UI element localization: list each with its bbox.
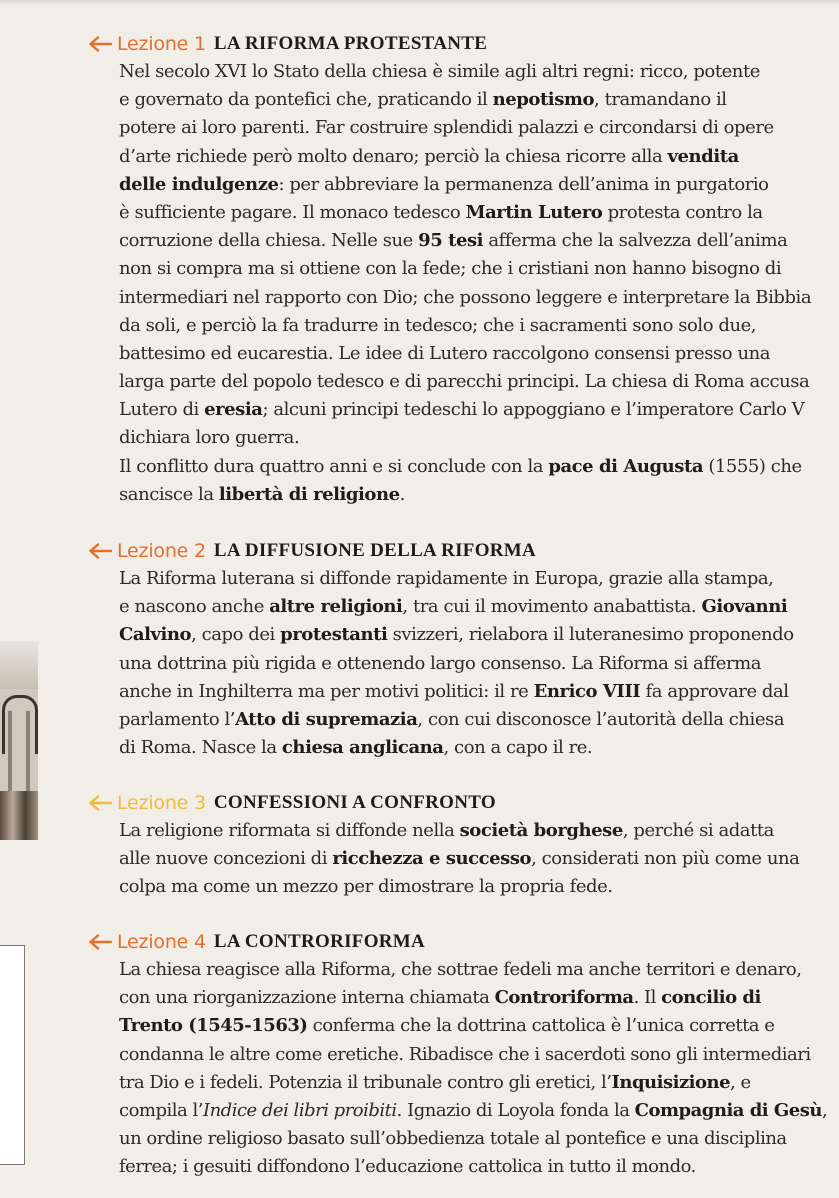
bold-term: libertà di religione bbox=[218, 483, 400, 505]
arrow-left-icon bbox=[88, 795, 113, 811]
text-line bbox=[119, 1153, 839, 1181]
text-run: , tramandano il bbox=[594, 89, 727, 111]
arrow-left-icon bbox=[88, 36, 113, 52]
lesson-title: CONFESSIONI A CONFRONTO bbox=[213, 792, 496, 813]
text-run: colpa ma come un mezzo per dimostrare la propria fede. bbox=[119, 876, 613, 898]
text-run: svizzeri, rielabora il luteranesimo proponendo bbox=[387, 624, 794, 646]
lesson-heading bbox=[88, 30, 839, 58]
text-run: con una riorganizzazione interna chiamata bbox=[119, 987, 495, 1009]
text-line bbox=[119, 453, 839, 481]
bold-term: Atto di supremazia bbox=[235, 708, 418, 730]
text-run: conferma che la dottrina cattolica è l’unica corretta e bbox=[307, 1015, 775, 1037]
lesson-heading bbox=[88, 537, 839, 565]
bold-term: Controriforma bbox=[494, 987, 634, 1009]
bold-term: 95 tesi bbox=[418, 230, 484, 252]
text-run: , con a capo il re. bbox=[443, 737, 593, 759]
text-line bbox=[119, 255, 839, 283]
text-run: alle nuove concezioni di bbox=[119, 848, 333, 870]
text-line bbox=[119, 1012, 839, 1040]
text-line bbox=[119, 481, 839, 509]
text-run: Lutero di bbox=[119, 399, 205, 421]
photo-figures bbox=[0, 791, 38, 840]
text-line bbox=[119, 1041, 839, 1069]
text-line bbox=[119, 340, 839, 368]
text-run: . Ignazio di Loyola fonda la bbox=[396, 1099, 635, 1121]
bold-term: ricchezza e successo bbox=[332, 848, 532, 870]
lesson-section-3 bbox=[88, 789, 839, 902]
text-run: corruzione della chiesa. Nelle sue bbox=[119, 230, 419, 252]
text-line bbox=[119, 396, 839, 424]
margin-box bbox=[0, 945, 25, 1165]
arrow-left-icon bbox=[88, 934, 113, 950]
text-run: (1555) che bbox=[703, 455, 802, 477]
text-run: di Roma. Nasce la bbox=[119, 737, 282, 759]
bold-term: Enrico VIII bbox=[533, 680, 641, 702]
text-line bbox=[119, 734, 839, 762]
italic-term: Indice dei libri proibiti bbox=[202, 1099, 397, 1121]
text-run: , considerati non più come una bbox=[531, 848, 800, 870]
text-run: intermediari nel rapporto con Dio; che possono leggere e interpretare la Bibbia bbox=[119, 286, 812, 308]
text-line bbox=[119, 1125, 839, 1153]
text-run: parlamento l’ bbox=[119, 708, 236, 730]
text-line bbox=[119, 1069, 839, 1097]
text-run: Nel secolo XVI lo Stato della chiesa è simile agli altri regni: ricco, potente bbox=[119, 61, 760, 82]
text-line bbox=[119, 368, 839, 396]
text-run: da soli, e perciò la fa tradurre in tedesco; che i sacramenti sono solo due, bbox=[119, 314, 757, 336]
text-run: La Riforma luterana si diffonde rapidamente in Europa, grazie alla stampa, bbox=[119, 568, 774, 589]
text-run: , con cui disconosce l’autorità della chiesa bbox=[417, 708, 785, 730]
text-line bbox=[119, 845, 839, 873]
text-line bbox=[119, 565, 839, 593]
lesson-body bbox=[119, 565, 839, 762]
text-run: un ordine religioso basato sull’obbedienza totale al pontefice e una disciplina bbox=[119, 1128, 787, 1150]
text-run: sancisce la bbox=[119, 483, 219, 505]
text-run: è sufficiente pagare. Il monaco tedesco bbox=[119, 201, 466, 223]
text-line bbox=[119, 678, 839, 706]
photo-column bbox=[26, 711, 30, 791]
text-line bbox=[119, 284, 839, 312]
text-run: dichiara loro guerra. bbox=[119, 427, 300, 449]
lesson-title: LA CONTRORIFORMA bbox=[213, 931, 426, 952]
page-top-edge bbox=[0, 0, 839, 6]
text-run: : per abbreviare la permanenza dell’anima in purgatorio bbox=[278, 173, 769, 195]
text-line bbox=[119, 1097, 839, 1125]
text-line bbox=[119, 227, 839, 255]
lesson-section-1 bbox=[88, 30, 839, 509]
text-line bbox=[119, 984, 839, 1012]
text-run: , e bbox=[730, 1071, 751, 1093]
text-line bbox=[119, 706, 839, 734]
text-run: ; alcuni principi tedeschi lo appoggiano e l’imperatore Carlo V bbox=[262, 399, 805, 421]
text-line bbox=[119, 817, 839, 845]
bold-term: Calvino bbox=[119, 624, 192, 646]
lesson-label: Lezione 1 bbox=[117, 33, 206, 55]
lesson-heading bbox=[88, 928, 839, 956]
lesson-label: Lezione 3 bbox=[117, 792, 206, 814]
text-line bbox=[119, 424, 839, 452]
lesson-label: Lezione 4 bbox=[117, 931, 206, 953]
text-run: . Il bbox=[633, 987, 662, 1009]
lesson-body bbox=[119, 58, 839, 509]
text-run: afferma che la salvezza dell’anima bbox=[483, 230, 788, 252]
text-line bbox=[119, 86, 839, 114]
bold-term: Giovanni bbox=[701, 596, 788, 618]
bold-term: chiesa anglicana bbox=[281, 737, 444, 759]
text-run: Il conflitto dura quattro anni e si conclude con la bbox=[119, 455, 549, 477]
lesson-body bbox=[119, 956, 839, 1182]
text-run: anche in Inghilterra ma per motivi politici: il re bbox=[119, 680, 534, 702]
bold-term: Martin Lutero bbox=[465, 201, 603, 223]
lesson-section-4 bbox=[88, 928, 839, 1182]
text-line bbox=[119, 58, 839, 86]
text-run: ferrea; i gesuiti diffondono l’educazione cattolica in tutto il mondo. bbox=[119, 1156, 696, 1178]
text-run: , perché si adatta bbox=[622, 820, 774, 841]
text-run: e nascono anche bbox=[119, 596, 270, 618]
text-run: potere ai loro parenti. Far costruire splendidi palazzi e circondarsi di opere bbox=[119, 117, 774, 139]
text-run: , capo dei bbox=[191, 624, 281, 646]
text-line bbox=[119, 312, 839, 340]
bold-term: pace di Augusta bbox=[548, 455, 704, 477]
text-line bbox=[119, 873, 839, 901]
text-run: condanna le altre come eretiche. Ribadisce che i sacerdoti sono gli intermediari bbox=[119, 1043, 811, 1065]
photo-column bbox=[8, 711, 12, 791]
text-run: La chiesa reagisce alla Riforma, che sottrae fedeli ma anche territori e denaro, bbox=[119, 959, 802, 980]
lesson-heading bbox=[88, 789, 839, 817]
text-line bbox=[119, 171, 839, 199]
bold-term: protestanti bbox=[280, 624, 388, 646]
text-line bbox=[119, 956, 839, 984]
text-line bbox=[119, 650, 839, 678]
bold-term: eresia bbox=[204, 399, 263, 421]
lesson-label: Lezione 2 bbox=[117, 540, 206, 562]
text-line bbox=[119, 143, 839, 171]
text-run: tra Dio e i fedeli. Potenzia il tribunale contro gli eretici, l’ bbox=[119, 1071, 612, 1093]
text-run: fa approvare dal bbox=[640, 680, 789, 702]
bold-term: concilio di bbox=[661, 987, 761, 1009]
lesson-body bbox=[119, 817, 839, 902]
lesson-title: LA DIFFUSIONE DELLA RIFORMA bbox=[213, 540, 537, 561]
text-run: , bbox=[821, 1099, 828, 1121]
photo-ceiling bbox=[0, 641, 38, 689]
text-run: una dottrina più rigida e ottenendo largo consenso. La Riforma si afferma bbox=[119, 652, 762, 674]
bold-term: società borghese bbox=[459, 820, 623, 841]
bold-term: vendita bbox=[667, 145, 739, 167]
text-line bbox=[119, 593, 839, 621]
text-line bbox=[119, 621, 839, 649]
text-run: non si compra ma si ottiene con la fede; che i cristiani non hanno bisogno di bbox=[119, 258, 782, 280]
text-run: battesimo ed eucarestia. Le idee di Lutero raccolgono consensi presso una bbox=[119, 342, 771, 364]
bold-term: delle indulgenze bbox=[119, 173, 279, 195]
text-line bbox=[119, 114, 839, 142]
lesson-section-2 bbox=[88, 537, 839, 762]
text-run: La religione riformata si diffonde nella bbox=[119, 820, 460, 841]
text-line bbox=[119, 199, 839, 227]
lesson-title: LA RIFORMA PROTESTANTE bbox=[213, 33, 488, 54]
bold-term: Inquisizione bbox=[611, 1071, 731, 1093]
bold-term: nepotismo bbox=[492, 89, 595, 111]
text-run: e governato da pontefici che, praticando il bbox=[119, 89, 493, 111]
text-run: larga parte del popolo tedesco e di parecchi principi. La chiesa di Roma accusa bbox=[119, 371, 810, 393]
text-run: , tra cui il movimento anabattista. bbox=[402, 596, 702, 618]
text-run: d’arte richiede però molto denaro; perciò la chiesa ricorre alla bbox=[119, 145, 668, 167]
bold-term: altre religioni bbox=[269, 596, 403, 618]
text-run: compila l’ bbox=[119, 1099, 203, 1121]
text-run: . bbox=[399, 483, 405, 505]
text-run: protesta contro la bbox=[602, 201, 763, 223]
cropped-photo bbox=[0, 641, 38, 840]
bold-term: Compagnia di Gesù bbox=[634, 1099, 822, 1121]
bold-term: Trento (1545-1563) bbox=[119, 1015, 308, 1037]
arrow-left-icon bbox=[88, 543, 113, 559]
